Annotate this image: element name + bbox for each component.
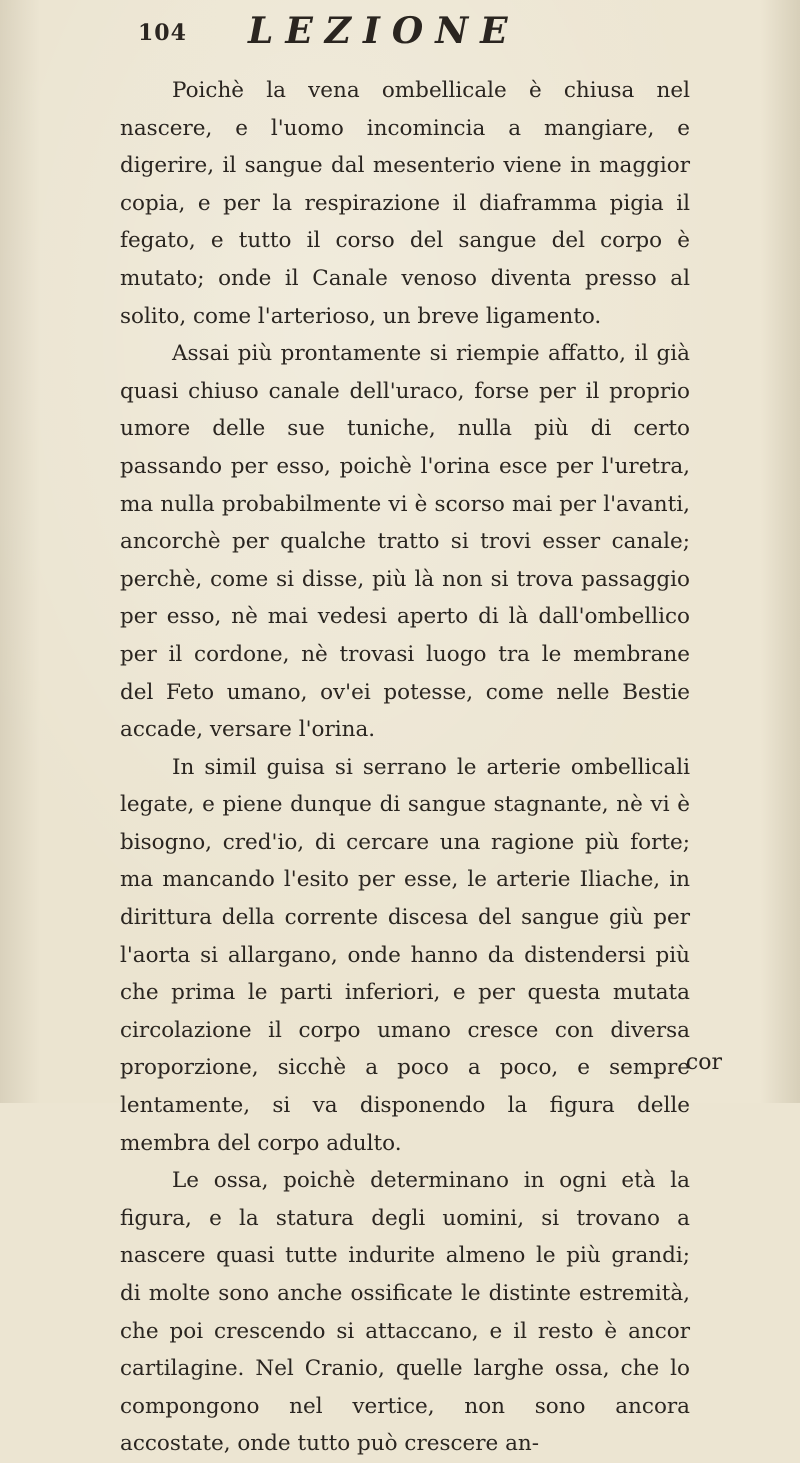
page-number: 104	[138, 20, 187, 46]
paragraph-1: Poichè la vena ombellicale è chiusa nel nascere, e l'uomo incomincia a mangiare, e digerire, il sangue dal mesenterio viene in maggior copia, e per la respirazione il diaframma pigia il fegato, e tutto il corso del sangue del corpo è mutato; onde il Canale venoso diventa presso al solito, come l'arterioso, un breve ligamento.	[120, 78, 690, 329]
body-text	[120, 72, 690, 1463]
page-header	[128, 8, 740, 58]
paragraph-4: Le ossa, poichè determinano in ogni età la figura, e la statura degli uomini, si trovano a nascere quasi tutte indurite almeno le più grandi; di molte sono anche ossificate le distinte estremità, che poi crescendo si attaccano, e il resto è ancor cartilagine. Nel Cranio, quelle larghe ossa, che lo compongono nel vertice, non sono ancora accostate, onde tutto può crescere an-	[120, 1168, 690, 1457]
catchword: cor	[685, 1050, 722, 1075]
running-head: LEZIONE	[248, 10, 520, 52]
paragraph-3: In simil guisa si serrano le arterie ombellicali legate, e piene dunque di sangue stagnante, nè vi è bisogno, cred'io, di cercare una ragione più forte; ma mancando l'esito per esse, le arterie Iliache, in dirittura della corrente discesa del sangue giù per l'aorta si allargano, onde hanno da distendersi più che prima le parti inferiori, e per questa mutata circolazione il corpo umano cresce con diversa proporzione, sicchè a poco a poco, e sempre lentamente, si va disponendo la figura delle membra del corpo adulto.	[120, 754, 690, 1156]
paragraph-2: Assai più prontamente si riempie affatto, il già quasi chiuso canale dell'uraco, forse per il proprio umore delle sue tuniche, nulla più di certo passando per esso, poichè l'orina esce per l'uretra, ma nulla probabilmente vi è scorso mai per l'avanti, ancorchè per qualche tratto si trovi esser canale; perchè, come si disse, più là non si trova passaggio per esso, nè mai vedesi aperto di là dall'ombellico per il cordone, nè trovasi luogo tra le membrane del Feto umano, ov'ei potesse, come nelle Bestie accade, versare l'orina.	[120, 341, 690, 743]
